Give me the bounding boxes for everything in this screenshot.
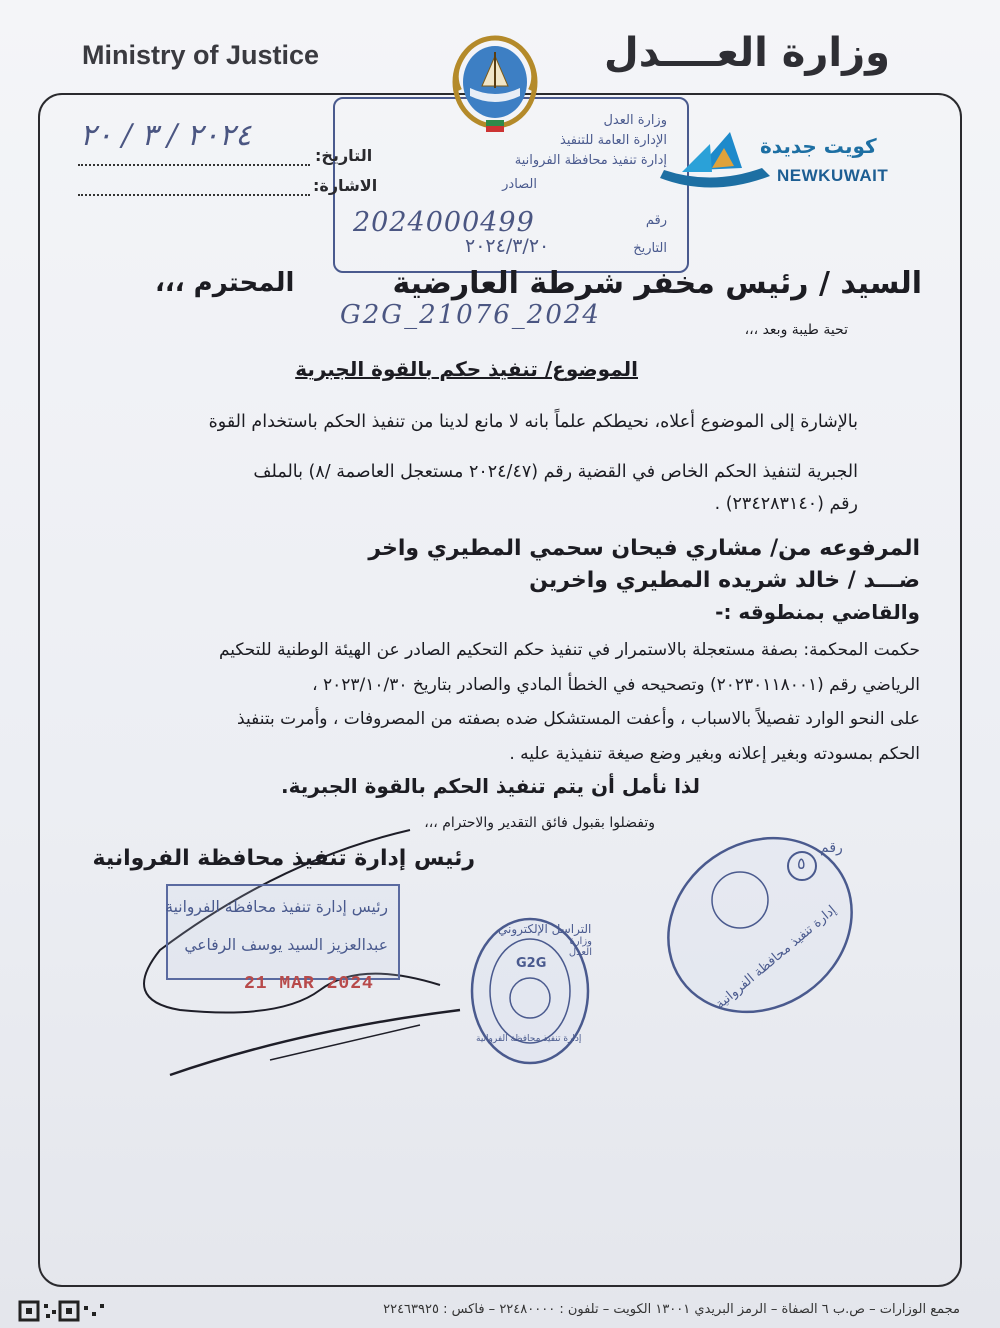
g2g-seal-ministry: وزارة العدل	[568, 936, 592, 958]
closing-line: وتفضلوا بقبول فائق التقدير والاحترام ،،،	[424, 815, 655, 831]
verdict-line-1: حكمت المحكمة: بصفة مستعجلة بالاستمرار في تنفيذ حكم التحكيم الصادر عن الهيئة الوطنية للتحكيم	[218, 640, 920, 660]
date-label: التاريخ:	[315, 146, 373, 165]
ref-stamp-direction: الصادر	[502, 177, 537, 192]
newkuwait-english-text: NEWKUWAIT	[777, 166, 889, 185]
verdict-line-4: الحكم بمسودته وبغير إعلانه وبغير وضع صيغة تنفيذية عليه .	[509, 744, 920, 764]
defendant-line: ضـــد / خالد شريده المطيري واخرين	[529, 568, 920, 593]
signer-title: رئيس إدارة تنفيذ محافظة الفروانية	[92, 846, 475, 871]
received-date-stamp: 21 MAR 2024	[244, 974, 374, 994]
office-seal-ring-icon	[660, 830, 860, 1020]
ruling-label: والقاضي بمنطوقه :-	[715, 600, 920, 624]
office-seal-office: إدارة تنفيذ محافظة الفروانية	[712, 902, 840, 1013]
verdict-line-3: على النحو الوارد تفصيلاً بالاسباب ، وأعفت المستشكل ضده بصفته من المصروفات ، وأمرت بتنفيذ	[237, 709, 920, 729]
ministry-name-arabic: وزارة العــــدل	[604, 30, 890, 76]
body-line-1: بالإشارة إلى الموضوع أعلاه، نحيطكم علماً بانه لا مانع لدينا من تنفيذ الحكم باستخدام القوة	[208, 412, 858, 432]
newkuwait-dhow-icon	[652, 128, 772, 198]
ref-stamp-dept: الإدارة العامة للتنفيذ	[560, 133, 667, 148]
office-seal-number-label: رقم	[820, 840, 843, 856]
g2g-handwritten-ref: G2G_21076_2024	[340, 300, 601, 330]
qr-code-icon	[18, 1300, 114, 1322]
g2g-seal-text: التراسل الإلكتروني	[498, 922, 592, 936]
name-stamp-name: عبدالعزيز السيد يوسف الرفاعي	[184, 936, 388, 954]
request-line: لذا نأمل أن يتم تنفيذ الحكم بالقوة الجبرية.	[281, 774, 700, 798]
plaintiff-line: المرفوعه من/ مشاري فيحان سحمي المطيري واخر	[368, 536, 920, 561]
ref-stamp-number-label: رقم	[645, 213, 667, 228]
reference-label: الاشارة:	[313, 176, 378, 195]
g2g-seal-office: إدارة تنفيذ محافظة الفروانية	[476, 1034, 582, 1044]
newkuwait-logo	[652, 128, 892, 198]
date-dotline	[78, 164, 310, 166]
g2g-seal-code: G2G	[516, 956, 547, 971]
ref-stamp-ministry: وزارة العدل	[603, 113, 667, 128]
respected-salutation: المحترم ،،،	[155, 268, 295, 298]
ref-stamp-number: 2024000499	[353, 207, 535, 238]
ref-stamp-date-label: التاريخ	[633, 241, 667, 256]
verdict-line-2: الرياضي رقم (٢٠٢٣٠١١٨٠٠١) وتصحيحه في الخطأ المادي والصادر بتاريخ ٢٠٢٣/١٠/٣٠ ،	[312, 675, 920, 695]
name-stamp-title: رئيس إدارة تنفيذ محافظة الفروانية	[165, 898, 388, 916]
greeting: تحية طيبة وبعد ،،،	[744, 322, 848, 338]
body-line-3: رقم (٢٣٤٢٨٣١٤٠) .	[714, 494, 858, 514]
reference-dotline	[78, 194, 310, 196]
ref-stamp-date: ٢٠٢٤/٣/٢٠	[465, 235, 550, 257]
body-line-2: الجبرية لتنفيذ الحكم الخاص في القضية رقم (٢٠٢٤/٤٧ مستعجل العاصمة /٨) بالملف	[253, 462, 858, 482]
name-stamp	[166, 884, 400, 980]
office-seal-number: ٥	[797, 854, 806, 873]
newkuwait-arabic-text: كويت جديدة	[760, 134, 877, 158]
addressee: السيد / رئيس مخفر شرطة العارضية	[392, 266, 922, 301]
office-seal	[660, 830, 860, 1020]
ministry-name-english: Ministry of Justice	[82, 40, 320, 70]
ref-stamp-office: إدارة تنفيذ محافظة الفروانية	[514, 153, 667, 168]
footer-address: مجمع الوزارات – ص.ب ٦ الصفاة – الرمز البريدي ١٣٠٠١ الكويت – تلفون : ٢٢٤٨٠٠٠٠ – فاكس : ٢٢٤٦٣٩٢٥	[383, 1302, 960, 1317]
g2g-seal	[468, 916, 592, 1066]
handwritten-date: ٢٠٢٤ / ٣ / ٢٠	[80, 118, 252, 153]
subject-line: الموضوع/ تنفيذ حكم بالقوة الجبرية	[295, 357, 638, 381]
kuwait-emblem-icon	[440, 30, 550, 140]
